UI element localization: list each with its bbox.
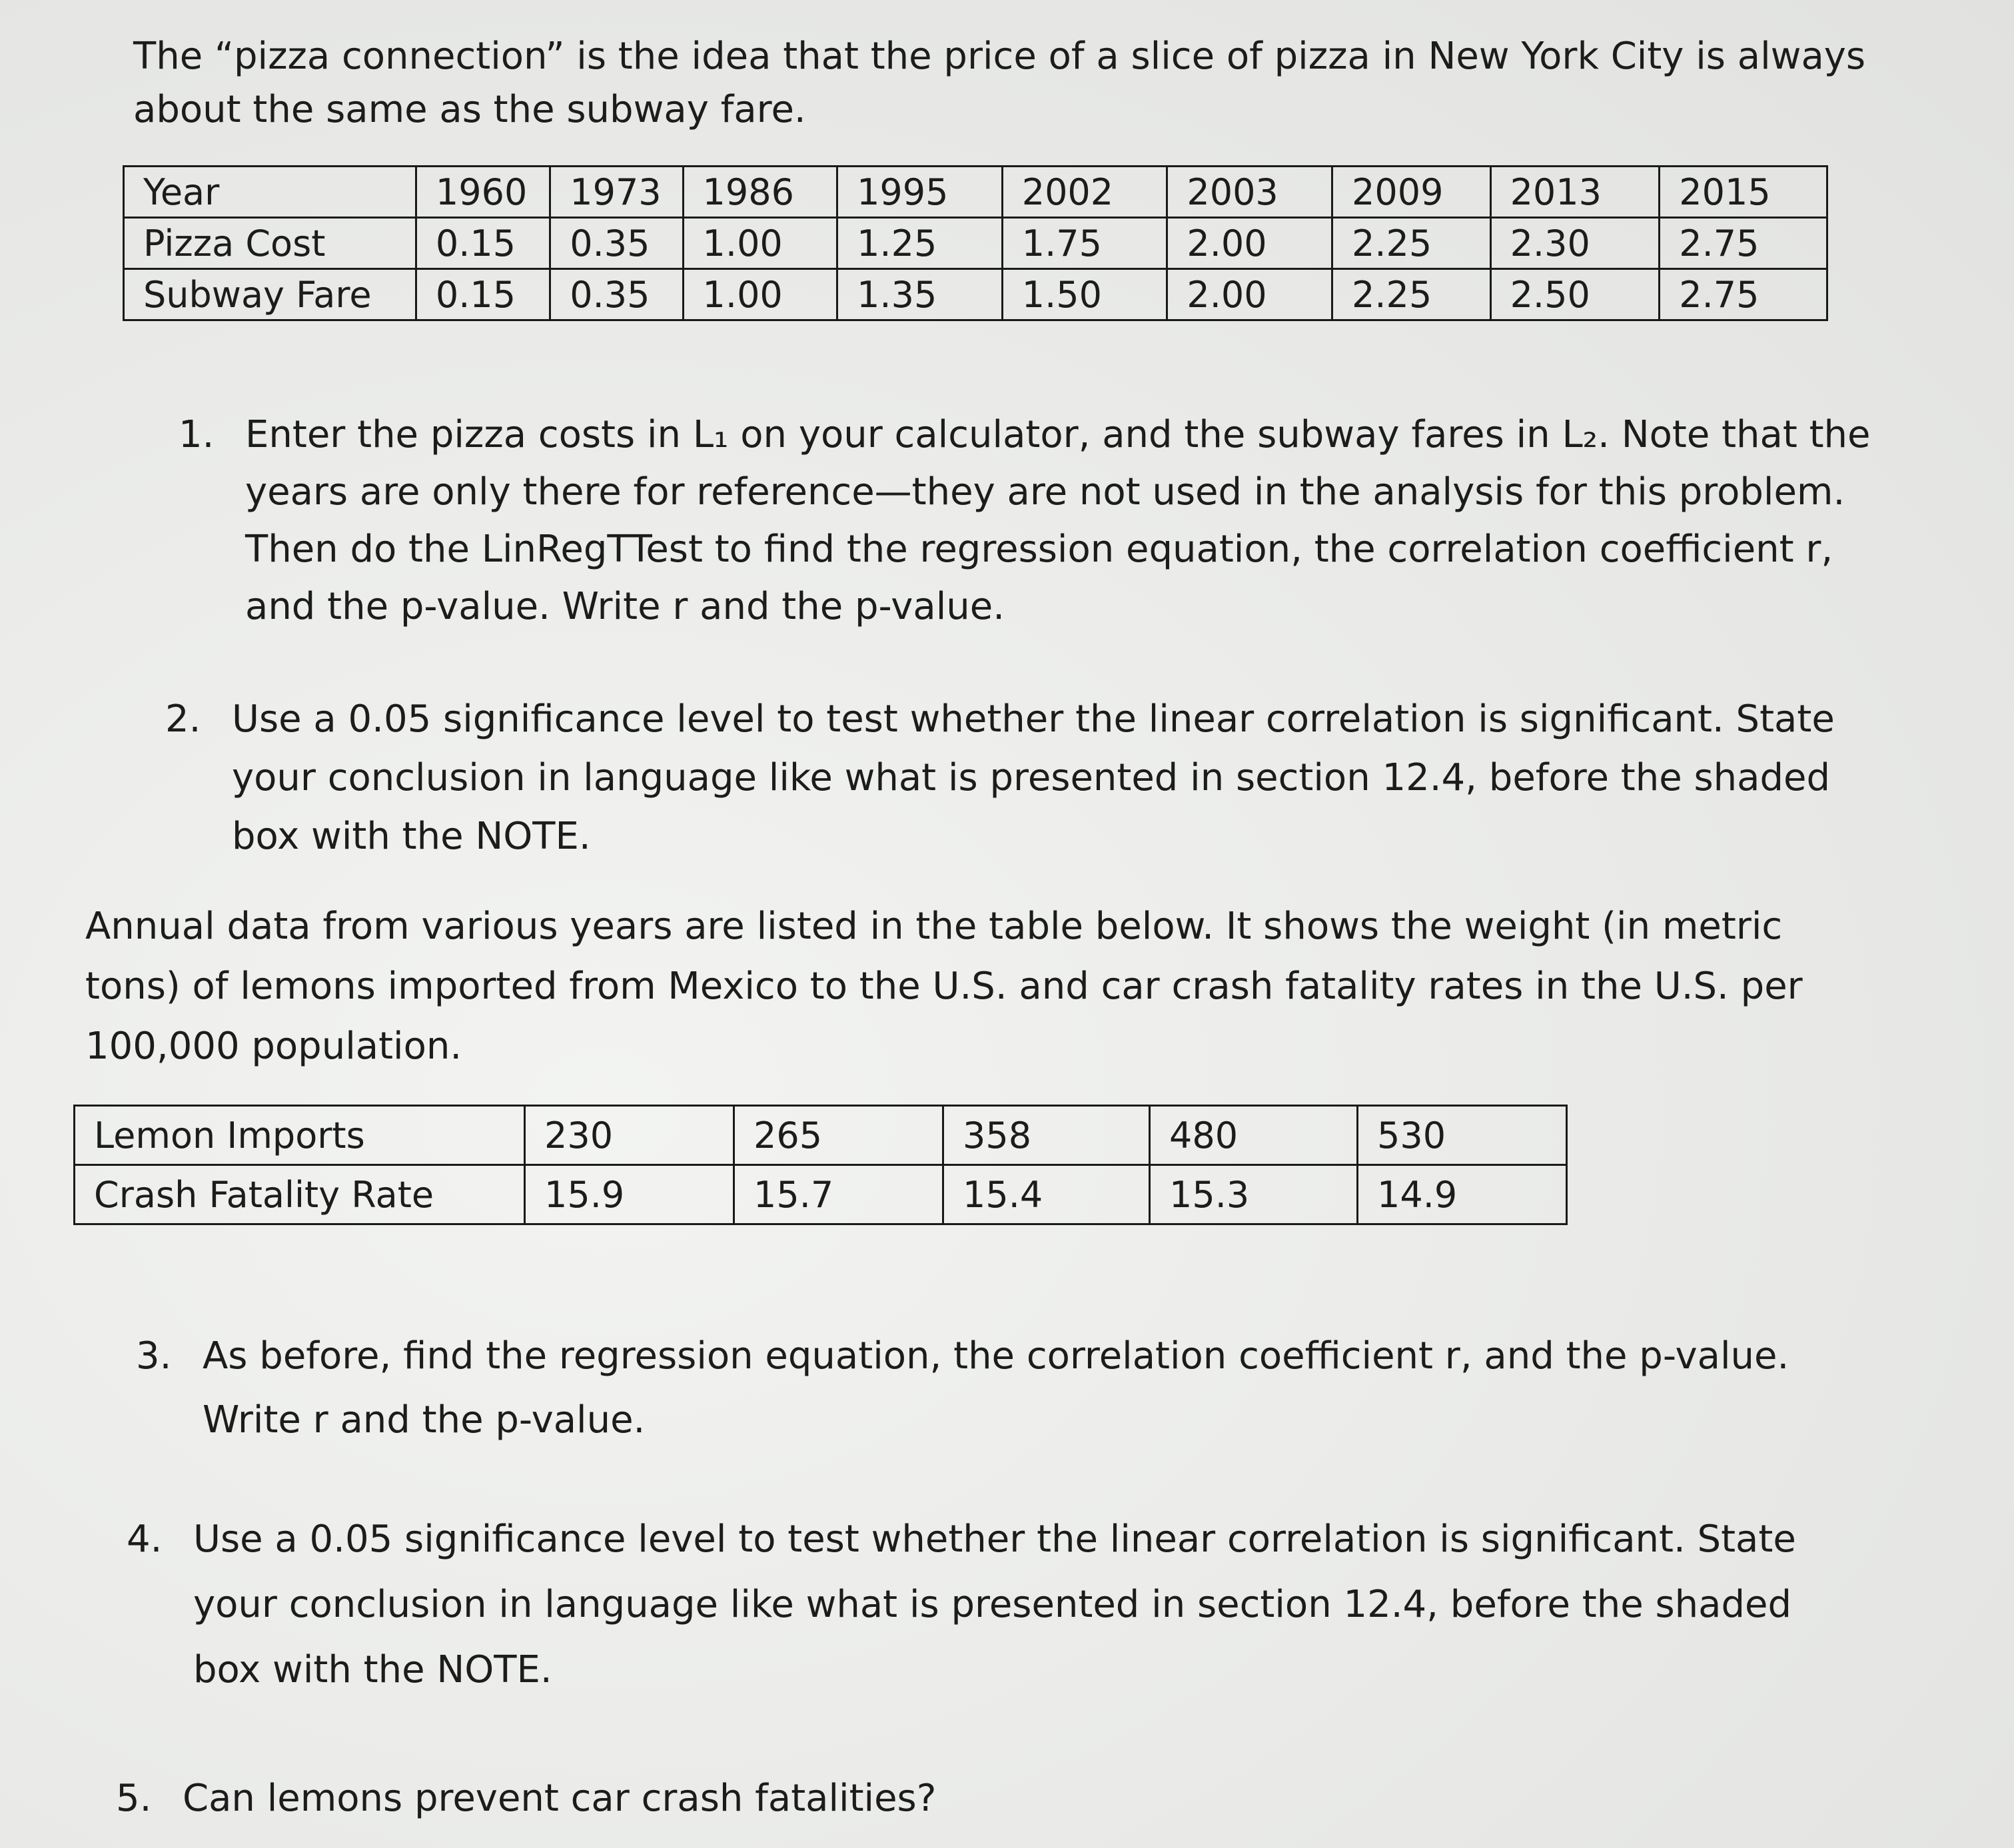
table-cell: 265 bbox=[734, 1106, 943, 1165]
question-number: 3. bbox=[136, 1334, 172, 1378]
intro-line: about the same as the subway fare. bbox=[133, 88, 806, 131]
question-text bbox=[193, 1507, 1796, 1703]
table-header-cell: 1986 bbox=[683, 167, 837, 218]
lemon-intro-line: 100,000 population. bbox=[85, 1025, 462, 1068]
table-cell: 15.7 bbox=[734, 1165, 943, 1224]
table-cell: 2.30 bbox=[1490, 218, 1660, 269]
table-cell: 358 bbox=[943, 1106, 1150, 1165]
table-cell: 2.25 bbox=[1332, 269, 1491, 320]
table-header-cell: 1960 bbox=[416, 167, 550, 218]
question-line: Use a 0.05 significance level to test whether the linear correlation is significant. State bbox=[193, 1518, 1796, 1561]
table-cell: 0.35 bbox=[550, 218, 683, 269]
table-header-cell: 1973 bbox=[550, 167, 683, 218]
table-row bbox=[75, 1106, 1567, 1165]
question-line: Then do the LinRegTTest to find the regression equation, the correlation coefficient r, bbox=[245, 528, 1833, 571]
table-cell: 230 bbox=[525, 1106, 734, 1165]
question-line: box with the NOTE. bbox=[232, 815, 591, 858]
table-cell: 2.00 bbox=[1167, 269, 1332, 320]
table-cell: 2.25 bbox=[1332, 218, 1491, 269]
table-cell: 2.75 bbox=[1660, 269, 1827, 320]
table-cell: 530 bbox=[1358, 1106, 1567, 1165]
table-header-cell: 2015 bbox=[1660, 167, 1827, 218]
table-cell: 15.9 bbox=[525, 1165, 734, 1224]
table-cell: 2.50 bbox=[1490, 269, 1660, 320]
question-line: your conclusion in language like what is presented in section 12.4, before the shaded bbox=[193, 1583, 1792, 1626]
table-cell: 1.00 bbox=[683, 269, 837, 320]
intro-paragraph bbox=[133, 30, 1865, 137]
table-cell: 15.3 bbox=[1150, 1165, 1358, 1224]
table-cell: 1.00 bbox=[683, 218, 837, 269]
table-header-cell: 2013 bbox=[1490, 167, 1660, 218]
table-cell: 1.50 bbox=[1002, 269, 1167, 320]
table-cell: Crash Fatality Rate bbox=[75, 1165, 525, 1224]
table-row bbox=[124, 269, 1827, 320]
lemon-intro-line: Annual data from various years are listed in the table below. It shows the weight (in metric bbox=[85, 905, 1783, 948]
question-line: Write r and the p-value. bbox=[203, 1398, 646, 1442]
table-cell: 2.00 bbox=[1167, 218, 1332, 269]
table-row bbox=[75, 1165, 1567, 1224]
table-cell: 1.25 bbox=[837, 218, 1003, 269]
question-line: years are only there for reference—they are not used in the analysis for this problem. bbox=[245, 470, 1845, 514]
intro-line: The “pizza connection” is the idea that the price of a slice of pizza in New York City is always bbox=[133, 35, 1866, 78]
table-header-cell: 2003 bbox=[1167, 167, 1332, 218]
table-cell: 15.4 bbox=[943, 1165, 1150, 1224]
table-cell: 14.9 bbox=[1358, 1165, 1567, 1224]
question-line: Can lemons prevent car crash fatalities? bbox=[183, 1777, 937, 1820]
question-number: 2. bbox=[165, 697, 201, 741]
table-cell: 0.15 bbox=[416, 269, 550, 320]
question-number: 1. bbox=[179, 413, 215, 456]
table-cell: 2.75 bbox=[1660, 218, 1827, 269]
table-cell: 480 bbox=[1150, 1106, 1358, 1165]
table-header-cell: 1995 bbox=[837, 167, 1003, 218]
question-line: As before, find the regression equation, the correlation coefficient r, and the p-value. bbox=[203, 1334, 1789, 1378]
table-cell: 1.75 bbox=[1002, 218, 1167, 269]
table-header-cell: 2002 bbox=[1002, 167, 1167, 218]
table-row bbox=[124, 167, 1827, 218]
question-text bbox=[203, 1324, 1789, 1452]
lemon-intro-paragraph bbox=[85, 897, 1803, 1077]
lemon-crash-table bbox=[73, 1105, 1568, 1225]
table-cell: 1.35 bbox=[837, 269, 1003, 320]
question-line: Use a 0.05 significance level to test whether the linear correlation is significant. State bbox=[232, 697, 1835, 741]
question-line: and the p-value. Write r and the p-value. bbox=[245, 585, 1005, 628]
question-line: your conclusion in language like what is presented in section 12.4, before the shaded bbox=[232, 756, 1831, 799]
question-number: 5. bbox=[116, 1777, 152, 1820]
question-line: box with the NOTE. bbox=[193, 1648, 552, 1691]
question-number: 4. bbox=[127, 1518, 163, 1561]
table-row bbox=[124, 218, 1827, 269]
table-cell: Subway Fare bbox=[124, 269, 416, 320]
table-cell: 0.35 bbox=[550, 269, 683, 320]
pizza-subway-table bbox=[123, 165, 1828, 321]
question-text bbox=[183, 1767, 936, 1831]
table-cell: 0.15 bbox=[416, 218, 550, 269]
table-cell: Pizza Cost bbox=[124, 218, 416, 269]
table-cell: Lemon Imports bbox=[75, 1106, 525, 1165]
table-header-cell: Year bbox=[124, 167, 416, 218]
table-header-cell: 2009 bbox=[1332, 167, 1491, 218]
lemon-intro-line: tons) of lemons imported from Mexico to the U.S. and car crash fatality rates in the U.S. per bbox=[85, 965, 1803, 1008]
question-line: Enter the pizza costs in L₁ on your calculator, and the subway fares in L₂. Note that the bbox=[245, 413, 1871, 456]
question-text bbox=[245, 406, 1871, 636]
question-text bbox=[232, 690, 1835, 866]
